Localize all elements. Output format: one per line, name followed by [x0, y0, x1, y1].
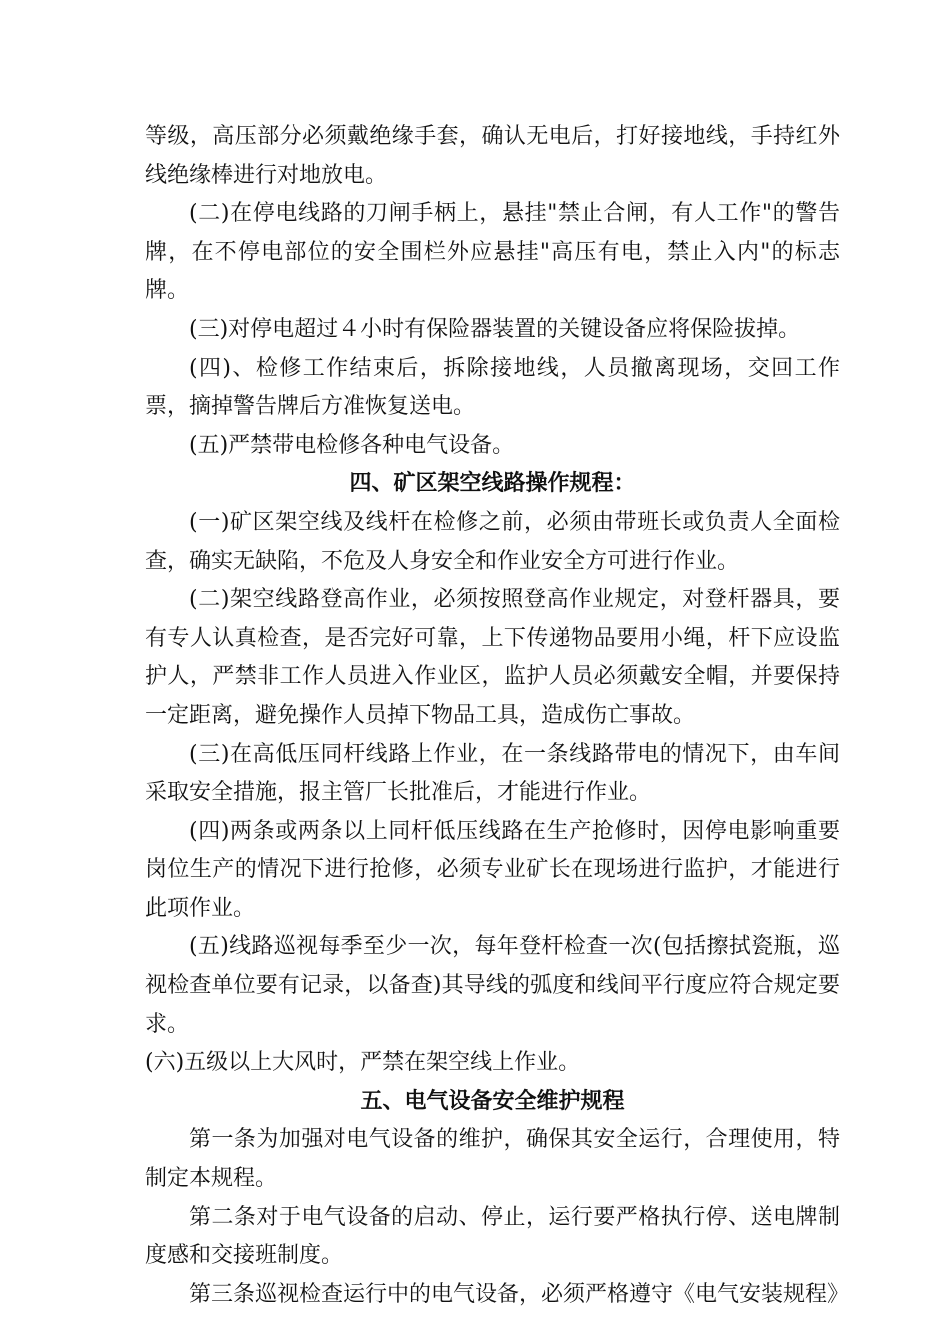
section-4-item-3: (三)在高低压同杆线路上作业，在一条线路带电的情况下，由车间采取安全措施，报主管厂长批准后，才能进行作业。 [145, 741, 840, 806]
paragraph-item-4: (四)、检修工作结束后，拆除接地线，人员撤离现场，交回工作票，摘掉警告牌后方准恢复送电。 [145, 355, 840, 420]
paragraph-item-2: (二)在停电线路的刀闸手柄上，悬挂"禁止合闸，有人工作"的警告牌，在不停电部位的安全围栏外应悬挂"高压有电，禁止入内"的标志牌。 [145, 201, 840, 304]
document-body [145, 118, 850, 1314]
paragraph-continuation: 等级，高压部分必须戴绝缘手套，确认无电后，打好接地线，手持红外线绝缘棒进行对地放电。 [145, 124, 840, 188]
section-5-heading: 五、电气设备安全维护规程 [360, 1088, 625, 1114]
section-5-article-3: 第三条巡视检查运行中的电气设备，必须严格遵守《电气安装规程》 [189, 1281, 850, 1307]
section-4-item-1: (一)矿区架空线及线杆在检修之前，必须由带班长或负责人全面检查，确实无缺陷，不危及人身安全和作业安全方可进行作业。 [145, 509, 840, 574]
paragraph-item-3: (三)对停电超过４小时有保险器装置的关键设备应将保险拔掉。 [189, 316, 801, 342]
section-4-item-2: (二)架空线路登高作业，必须按照登高作业规定，对登杆器具，要有专人认真检查，是否完好可靠，上下传递物品要用小绳，杆下应设监护人，严禁非工作人员进入作业区，监护人员必须戴安全帽，并要保持一定距离，避免操作人员掉下物品工具，造成伤亡事故。 [145, 587, 840, 728]
section-5-article-1: 第一条为加强对电气设备的维护，确保其安全运行，合理使用，特制定本规程。 [145, 1127, 840, 1192]
section-4-heading: 四、矿区架空线路操作规程： [349, 471, 636, 497]
section-4-item-5: (五)线路巡视每季至少一次，每年登杆检查一次(包括擦拭瓷瓶，巡视检查单位要有记录，以备查)其导线的弧度和线间平行度应符合规定要求。 [145, 934, 840, 1037]
section-4-item-4: (四)两条或两条以上同杆低压线路在生产抢修时，因停电影响重要岗位生产的情况下进行抢修，必须专业矿长在现场进行监护，才能进行此项作业。 [145, 818, 840, 921]
section-5-article-2: 第二条对于电气设备的启动、停止，运行要严格执行停、送电牌制度感和交接班制度。 [145, 1204, 840, 1269]
paragraph-item-5: (五)严禁带电检修各种电气设备。 [189, 432, 515, 458]
section-4-item-6: (六)五级以上大风时，严禁在架空线上作业。 [145, 1050, 581, 1076]
